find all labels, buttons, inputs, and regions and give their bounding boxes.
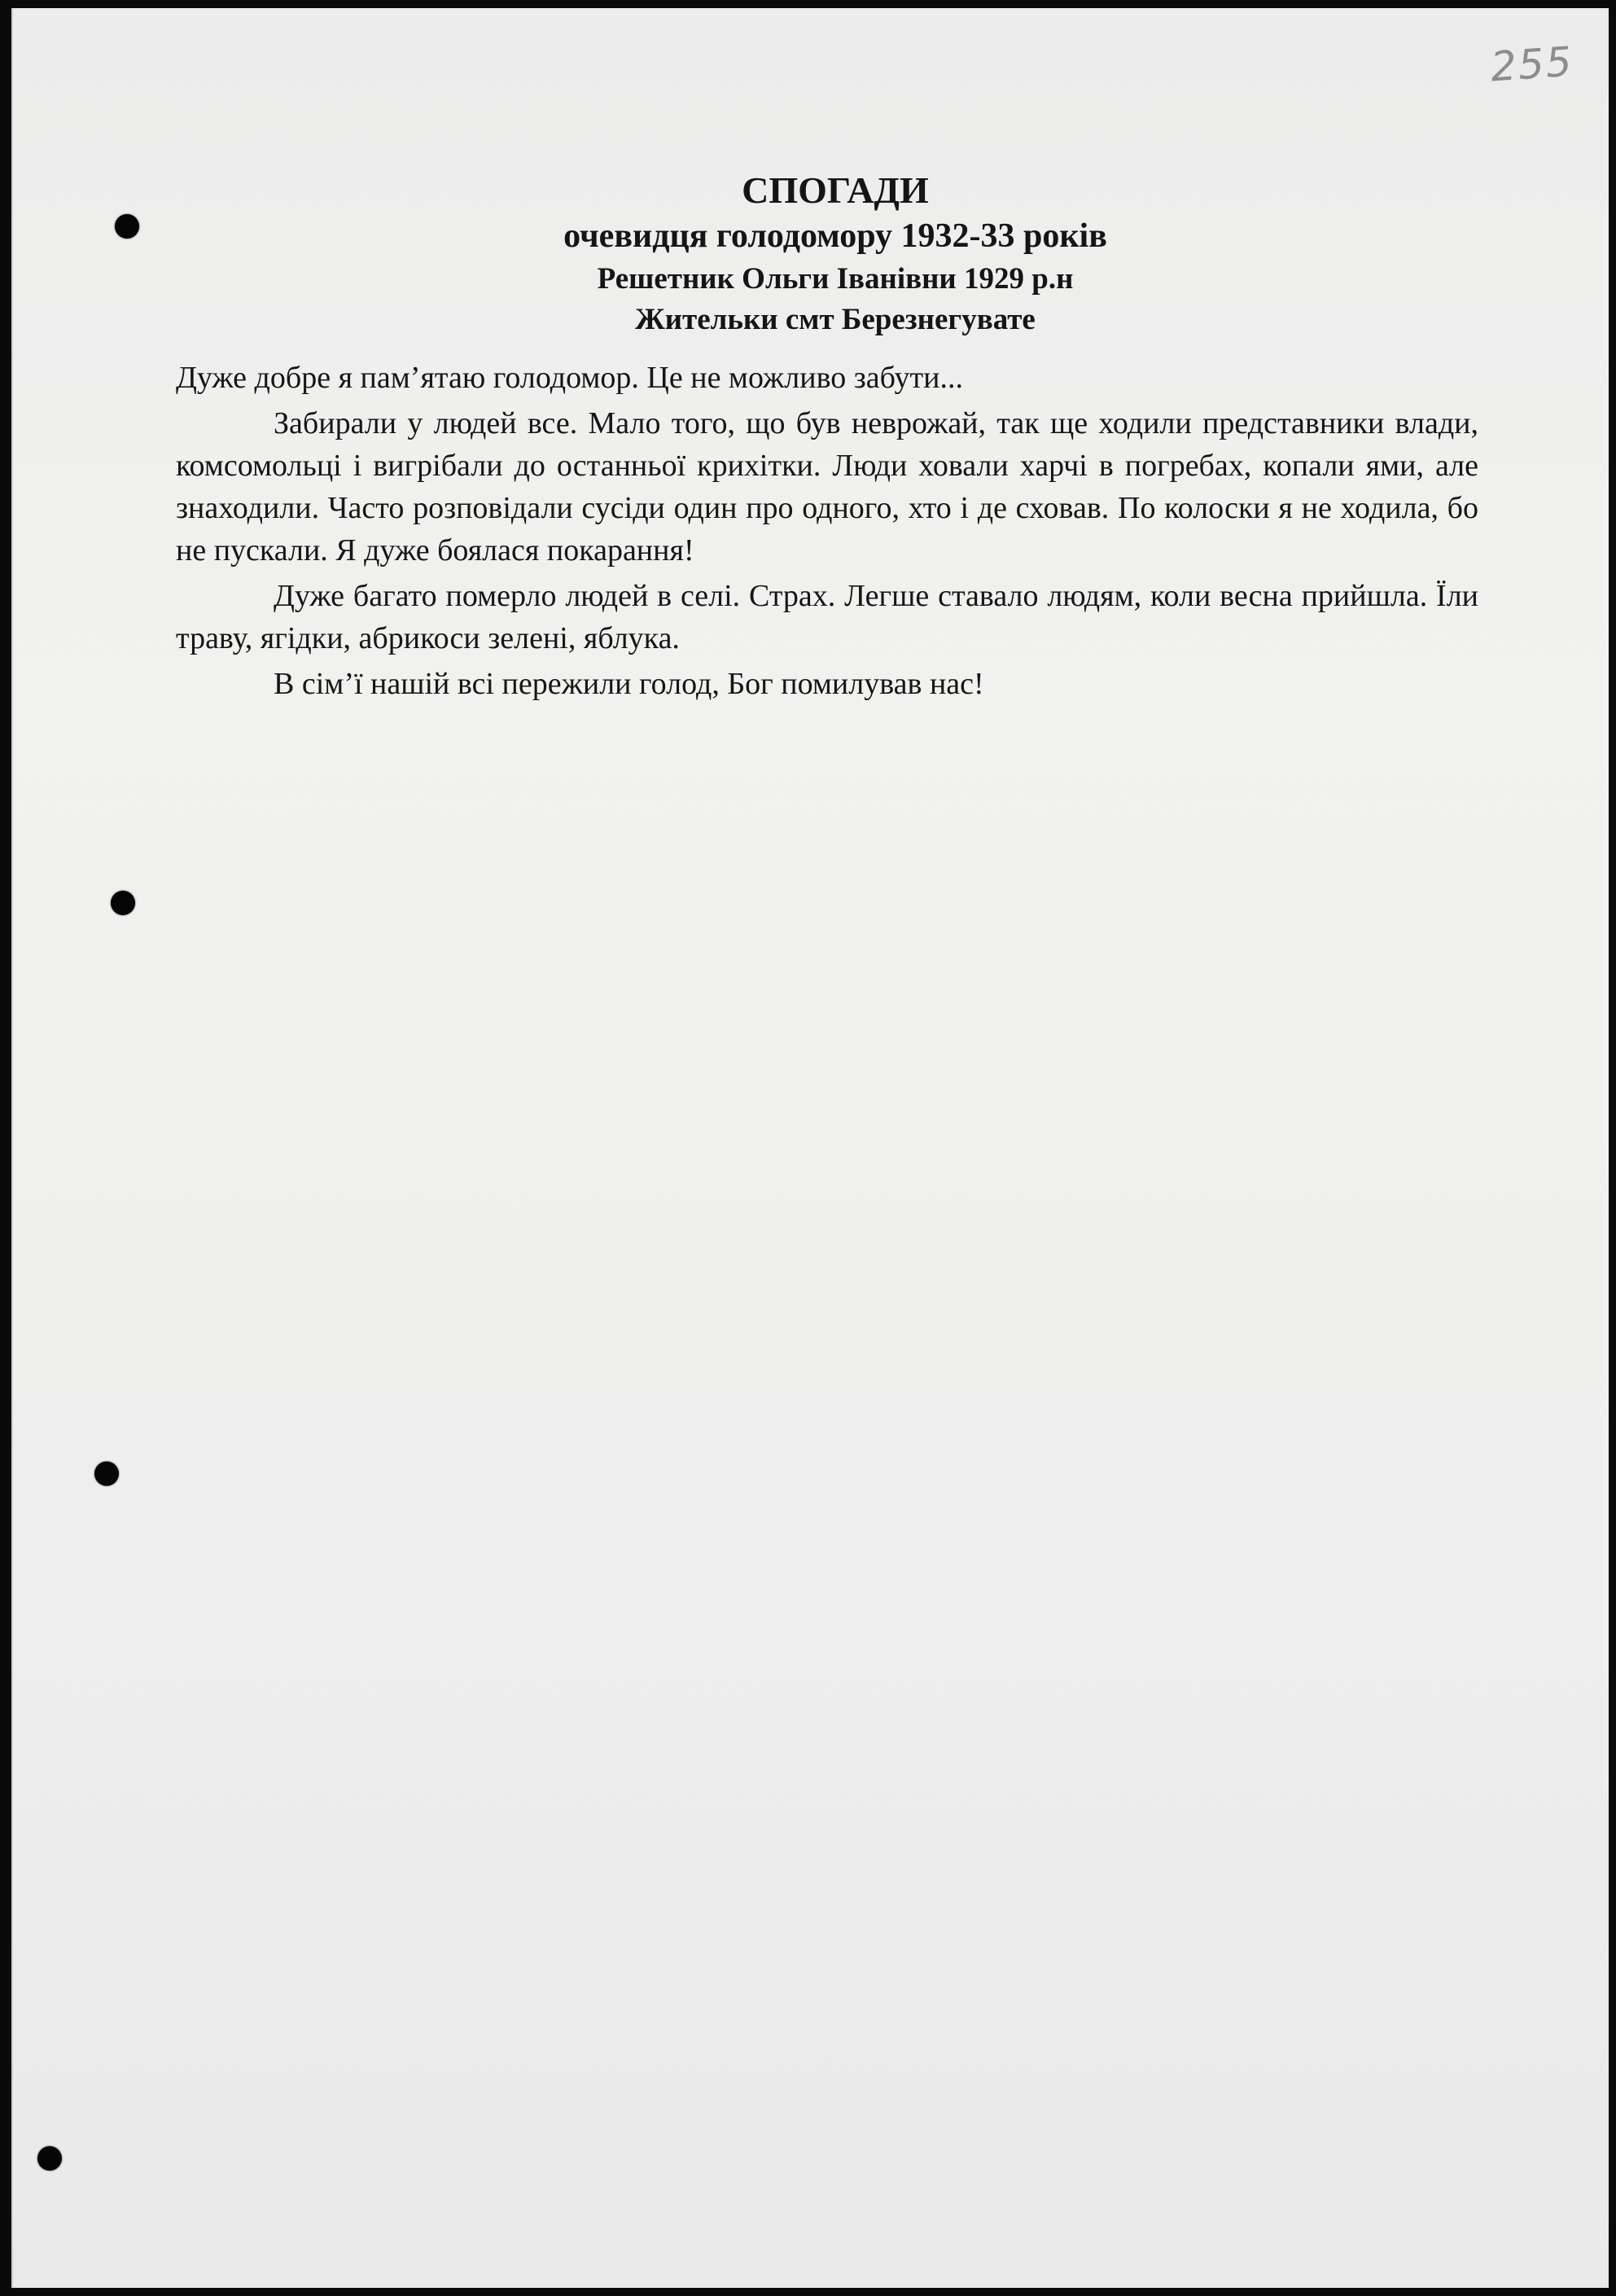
punch-hole-3 <box>94 1461 119 1486</box>
document-title: СПОГАДИ <box>742 169 929 211</box>
document-page <box>11 8 1609 2288</box>
paragraph-1: Дуже добре я пам’ятаю голодомор. Це не можливо забути... <box>176 361 963 395</box>
paragraph-4: В сім’ї нашій всі пережили голод, Бог помилував нас! <box>274 667 984 701</box>
testimony-body <box>176 357 1478 708</box>
handwritten-page-number: 255 <box>1489 37 1575 91</box>
witness-residence: Жительки смт Березнегувате <box>635 303 1036 336</box>
punch-hole-4 <box>37 2146 62 2171</box>
paragraph-2: Забирали у людей все. Мало того, що був неврожай, так ще ходили представники влади, комсомольці і вигрібали до останньої крихітки. Люди ховали харчі в погребах, копали ями, але знаходили. Часто розповідали сусіди один про одного, хто і де сховав. По колоски я не ходила, бо не пускали. Я дуже боялася покарання! <box>176 406 1478 567</box>
punch-hole-2 <box>111 891 135 915</box>
document-header <box>13 168 1609 340</box>
witness-name: Решетник Ольги Іванівни 1929 р.н <box>597 262 1074 296</box>
paragraph-3: Дуже багато померло людей в селі. Страх. Легше ставало людям, коли весна прийшла. Їли траву, ягідки, абрикоси зелені, яблука. <box>176 579 1478 655</box>
document-subtitle: очевидця голодомору 1932-33 років <box>563 217 1107 255</box>
